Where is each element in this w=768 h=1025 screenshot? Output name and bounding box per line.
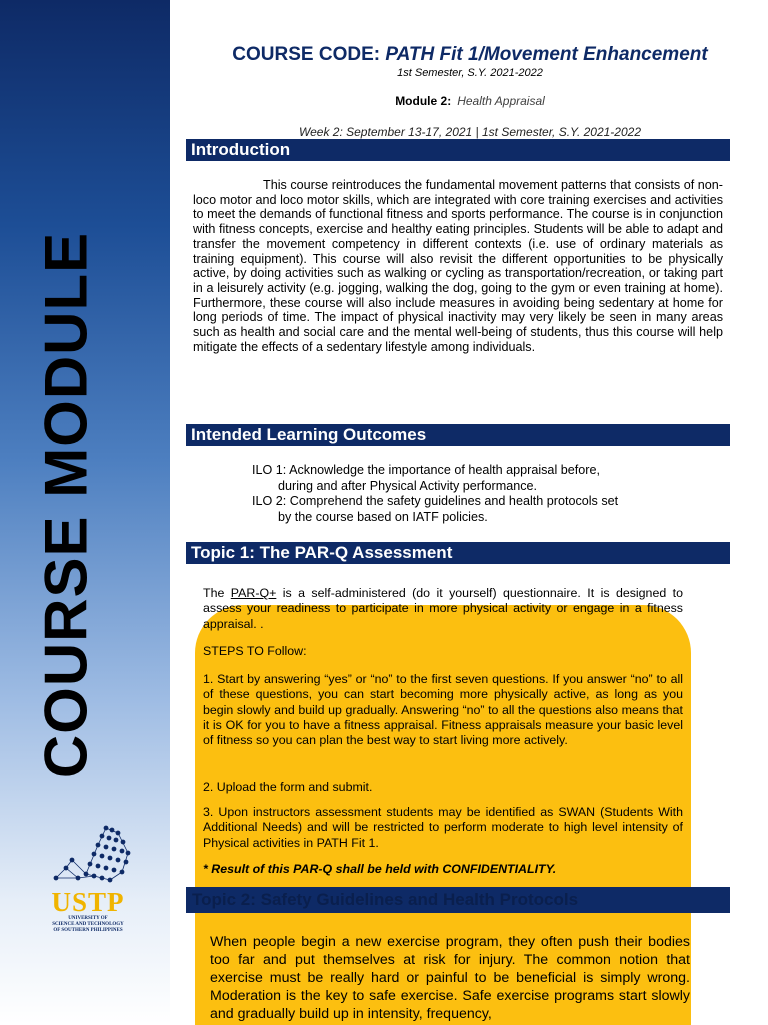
ilo-list — [252, 463, 712, 525]
sidebar — [0, 0, 170, 1024]
topic2-heading: Topic 2: Safety Guidelines and Health Protocols — [192, 890, 579, 909]
module-title: Health Appraisal — [457, 94, 545, 108]
confidentiality-note — [203, 862, 683, 877]
ilo-2-line-1: ILO 2: Comprehend the safety guidelines and health protocols set — [252, 494, 619, 508]
step-3: 3. Upon instructors assessment students may be identified as SWAN (Students With Additional Needs) and will be restricted to perform moderate to high level intensity of Physical activities in PATH Fit 1. — [203, 805, 683, 850]
parq-intro — [203, 586, 683, 632]
vertical-title — [32, 205, 100, 805]
confidentiality-note-text: * Result of this PAR-Q shall be held with CONFIDENTIALITY. — [203, 862, 557, 876]
outcomes-heading: Intended Learning Outcomes — [186, 424, 730, 446]
step-1: 1. Start by answering “yes” or “no” to the first seven questions. If you answer “no” to all of these questions, you can start becoming more physically active, as long as you begin slowly and build up gradually. Answering “no” to all the questions also means that it is OK for you to have a fitness appraisal. Fitness appraisals measure your basic level of fitness so you can plan the best way to start living more actively. — [203, 672, 683, 748]
logo-sub-line-2: SCIENCE AND TECHNOLOGY — [52, 922, 124, 927]
logo-sub-line-1: UNIVERSITY OF — [68, 916, 108, 921]
semester-line: 1st Semester, S.Y. 2021-2022 — [397, 67, 543, 79]
module-label: Module 2: — [395, 94, 452, 108]
logo-sub-line-3: OF SOUTHERN PHILIPPINES — [53, 928, 123, 933]
topic2-body: When people begin a new exercise program, they often push their bodies too far and put themselves at risk for injury. The common notion that exercise must be really hard or painful to be beneficial is simply wrong. Moderation is the key to safe exercise. Safe exercise programs start slowly and gradually build up in intensity, frequency, — [210, 934, 690, 1022]
introduction-text: This course reintroduces the fundamental movement patterns that consists of non-loco motor and loco motor skills, which are integrated with core training exercises and activities to meet the demands of functional fitness and sports performance. The course is in conjunction with fitness concepts, exercise and healthy eating principles. Students will be able to adapt and transfer the movement competency in different contexts (i.e. use of ordinary materials as training equipment). This course will also revisit the different opportunities to be physically active, by doing activities such as walking or cycling as transportation/recreation, or taking part in a leisurely activity (e.g. jogging, walking the dog, going to the gym or even training at home). Furthermore, these course will also include measures in avoiding being sedentary at home for long periods of time. The impact of physical inactivity may very likely be seen in many areas such as health and social care and the mental well-being of students, thus this course will help mitigate the effects of a sedentary lifestyle among individuals. — [193, 178, 723, 354]
week-line: Week 2: September 13-17, 2021 | 1st Semester, S.Y. 2021-2022 — [299, 125, 641, 139]
ilo-1-line-1: ILO 1: Acknowledge the importance of health appraisal before, — [252, 463, 600, 477]
parq-link[interactable]: PAR-Q+ — [230, 586, 277, 600]
introduction-heading: Introduction — [186, 139, 730, 161]
vertical-title-text: COURSE MODULE — [32, 231, 100, 779]
logo-text-block — [40, 888, 136, 934]
course-code-label: COURSE CODE: — [232, 44, 381, 65]
course-code-value: PATH Fit 1/Movement Enhancement — [385, 44, 708, 65]
course-code-heading — [172, 44, 768, 66]
logo-wordmark: USTP — [51, 887, 125, 917]
topic2-heading-bar — [186, 887, 730, 913]
parq-intro-prefix: The — [203, 586, 231, 600]
steps-label: STEPS TO Follow: — [203, 644, 307, 658]
step-2: 2. Upload the form and submit. — [203, 780, 373, 794]
ilo-2-line-2: by the course based on IATF policies. — [278, 509, 488, 524]
parq-intro-rest: is a self-administered (do it yourself) questionnaire. It is designed to assess your readiness to participate in more physical activity or engage in a fitness appraisal. . — [203, 586, 683, 631]
module-line — [172, 94, 768, 108]
ilo-1-line-2: during and after Physical Activity performance. — [278, 478, 537, 493]
topic1-heading: Topic 1: The PAR-Q Assessment — [186, 542, 730, 564]
introduction-body — [193, 178, 723, 354]
